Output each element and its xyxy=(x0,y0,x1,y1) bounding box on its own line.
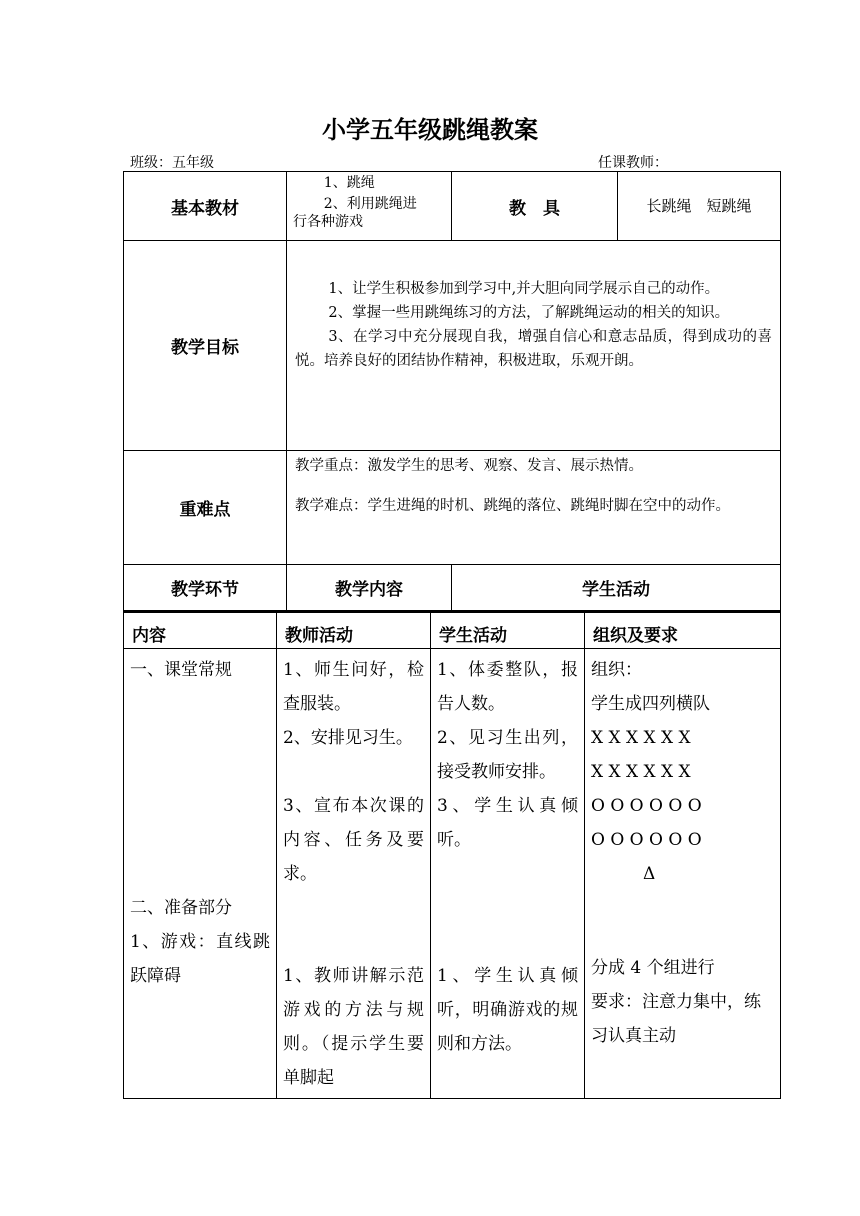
goal-label: 教学目标 xyxy=(171,338,239,358)
content-item-1: 一、课堂常规 xyxy=(130,660,232,680)
key-label-cell xyxy=(123,450,287,565)
student-activity-label: 学生活动 xyxy=(582,580,650,600)
goal-label-cell xyxy=(123,240,287,451)
tools-label: 教 具 xyxy=(509,198,560,219)
class-label: 班级：五年级 xyxy=(130,155,214,171)
material-line-3: 行各种游戏 xyxy=(293,214,363,230)
detail-header-content: 内容 xyxy=(123,611,277,649)
content-item-2: 二、准备部分 xyxy=(130,898,232,918)
material-label: 基本教材 xyxy=(171,198,239,219)
student-column xyxy=(430,648,585,1099)
teacher-label: 任课教师： xyxy=(598,155,668,171)
material-line-1: 1、跳绳 xyxy=(323,175,375,191)
content-item-3: 1、游戏：直线跳跃障碍 xyxy=(130,932,270,986)
org-groups: 分成 4 个组进行 xyxy=(591,958,715,978)
key-point: 教学重点：激发学生的思考、观察、发言、展示热情。 xyxy=(295,458,643,474)
tools-label-cell xyxy=(451,171,618,241)
goal-2: 2、掌握一些用跳绳练习的方法，了解跳绳运动的相关的知识。 xyxy=(328,305,730,321)
key-label: 重难点 xyxy=(179,500,231,520)
tools-value: 长跳绳 短跳绳 xyxy=(646,197,752,215)
document-title: 小学五年级跳绳教案 xyxy=(322,116,538,144)
teacher-item-4: 1、教师讲解示范游戏的方法与规则。（提示学生要单脚起 xyxy=(283,966,424,1088)
detail-header-teacher: 教师活动 xyxy=(276,611,431,649)
stage-label: 教学环节 xyxy=(171,580,239,600)
formation-row-1: X X X X X X xyxy=(591,728,691,748)
formation-row-4: O O O O O O xyxy=(591,830,702,850)
difficult-point: 教学难点：学生进绳的时机、跳绳的落位、跳绳时脚在空中的动作。 xyxy=(295,498,730,514)
content-label: 教学内容 xyxy=(335,580,403,600)
goal-3: 3、在学习中充分展现自我，增强自信心和意志品质，得到成功的喜悦。培养良好的团结协作精神，积极进取，乐观开朗。 xyxy=(295,329,772,369)
student-item-4: 1、学生认真倾听，明确游戏的规则和方法。 xyxy=(437,966,578,1054)
material-label-cell xyxy=(123,171,287,241)
teacher-item-1: 1、师生问好，检查服装。 xyxy=(283,660,424,714)
formation-row-2: X X X X X X xyxy=(591,762,691,782)
content-label-cell xyxy=(286,564,452,611)
detail-header-student: 学生活动 xyxy=(430,611,585,649)
teacher-column xyxy=(276,648,431,1099)
key-value-cell xyxy=(286,450,781,565)
teacher-item-2: 2、安排见习生。 xyxy=(283,728,413,748)
org-requirement: 要求：注意力集中，练习认真主动 xyxy=(591,992,761,1046)
goal-value-cell xyxy=(286,240,781,451)
student-item-2: 2、见习生出列，接受教师安排。 xyxy=(437,728,578,782)
teacher-item-3: 3、宣布本次课的内容、任务及要求。 xyxy=(283,796,424,884)
material-value-cell xyxy=(286,171,452,241)
content-column xyxy=(123,648,277,1099)
material-line-2: 2、利用跳绳进 xyxy=(323,196,417,212)
org-label: 组织： xyxy=(591,660,642,680)
formation-row-3: O O O O O O xyxy=(591,796,702,816)
teacher-position-marker: Δ xyxy=(643,864,656,884)
org-column xyxy=(584,648,781,1099)
student-activity-label-cell xyxy=(451,564,781,611)
stage-label-cell xyxy=(123,564,287,611)
org-formation: 学生成四列横队 xyxy=(591,694,710,714)
tools-value-cell xyxy=(617,171,781,241)
student-item-3: 3、学生认真倾听。 xyxy=(437,796,578,850)
detail-header-org: 组织及要求 xyxy=(584,611,781,649)
student-item-1: 1、体委整队，报告人数。 xyxy=(437,660,578,714)
goal-1: 1、让学生积极参加到学习中,并大胆向同学展示自己的动作。 xyxy=(328,281,720,297)
